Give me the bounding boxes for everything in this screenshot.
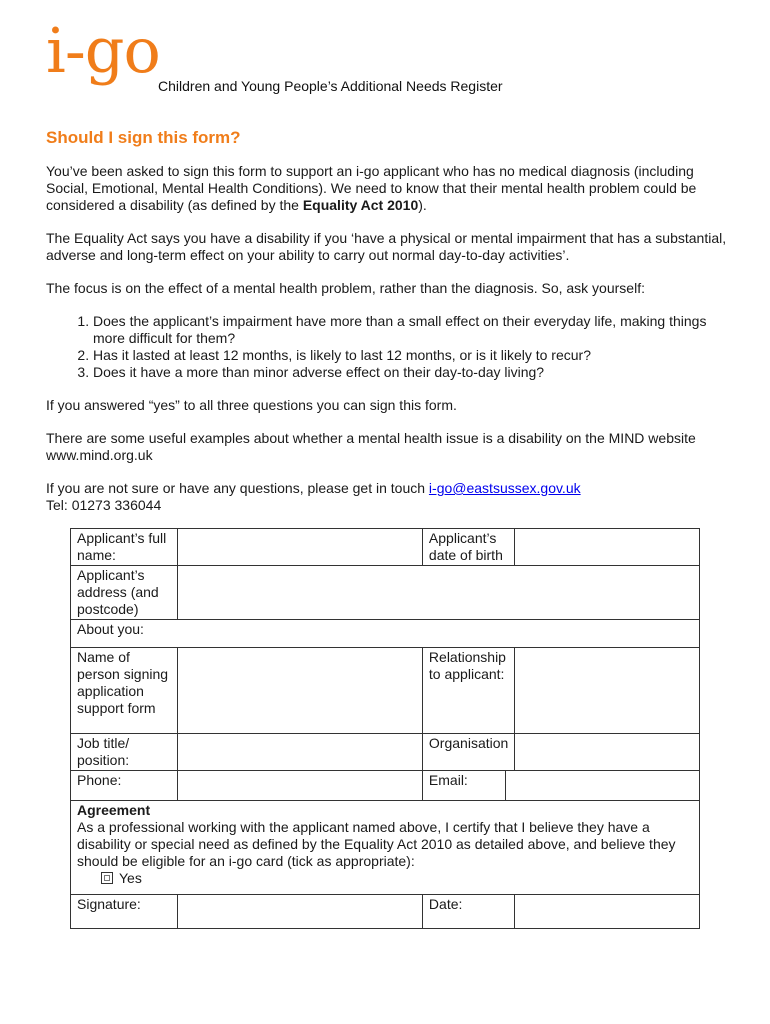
i-go-logo: i-go (46, 14, 160, 87)
contact-paragraph (46, 480, 736, 514)
about-you-label: About you: (71, 620, 700, 648)
question-item: 2. Has it lasted at least 12 months, is likely to last 12 months, or is it likely to recur? (93, 347, 736, 364)
equality-act-bold: Equality Act 2010 (302, 197, 419, 213)
agreement-text: As a professional working with the applicant named above, I certify that I believe they have a disability or special need as defined by the Equality Act 2010 as detailed above, and believe they should be eligible for an i-go card (tick as appropriate): (77, 819, 676, 869)
questions-list (46, 313, 736, 381)
dob-label: Applicant’s date of birth (422, 529, 514, 566)
job-title-label: Job title/ position: (71, 734, 178, 771)
date-label: Date: (422, 895, 514, 929)
job-title-field[interactable] (178, 734, 423, 771)
email-field[interactable] (506, 771, 700, 801)
tel-number: 01273 336044 (71, 497, 162, 513)
address-field[interactable] (178, 566, 700, 620)
organisation-field[interactable] (515, 734, 700, 771)
application-form (70, 528, 700, 929)
intro-text: You’ve been asked to sign this form to support an i-go applicant who has no medical diagnosis (including Social, Emotional, Mental Health Conditions). We need to know that their mental health problem could be considered a disability (as defined by the (46, 163, 697, 213)
phone-label: Phone: (71, 771, 178, 801)
equality-paragraph: The Equality Act says you have a disability if you ‘have a physical or mental impairment that has a substantial, adverse and long-term effect on your ability to carry out normal day-to-day activities’. (46, 230, 727, 263)
tel-line (46, 497, 736, 514)
full-name-label: Applicant’s full name: (71, 529, 178, 566)
phone-field[interactable] (178, 771, 423, 801)
signer-name-label: Name of person signing application support form (71, 648, 178, 734)
email-label: Email: (422, 771, 505, 801)
yes-option[interactable] (77, 870, 693, 887)
contact-email-link[interactable]: i-go@eastsussex.gov.uk (428, 480, 581, 496)
mind-paragraph: There are some useful examples about whether a mental health issue is a disability on the MIND website www.mind.org.uk (46, 430, 696, 463)
dob-field[interactable] (515, 529, 700, 566)
yes-checkbox[interactable] (101, 872, 113, 884)
yes-label: Yes (119, 870, 142, 886)
full-name-field[interactable] (178, 529, 423, 566)
answer-paragraph: If you answered “yes” to all three questions you can sign this form. (46, 397, 457, 413)
tel-label: Tel: (46, 497, 72, 513)
question-item: 1. Does the applicant’s impairment have more than a small effect on their everyday life, making things more difficult for them? (93, 313, 736, 347)
date-field[interactable] (515, 895, 700, 929)
question-item: 3. Does it have a more than minor adverse effect on their day-to-day living? (93, 364, 736, 381)
relationship-field[interactable] (515, 648, 700, 734)
signature-label: Signature: (71, 895, 178, 929)
agreement-heading: Agreement (77, 802, 151, 818)
agreement-section (71, 801, 700, 895)
relationship-label: Relationship to applicant: (422, 648, 514, 734)
page-heading: Should I sign this form? (46, 128, 241, 147)
organisation-label: Organisation (422, 734, 514, 771)
contact-text: If you are not sure or have any questions, please get in touch (46, 480, 429, 496)
signer-name-field[interactable] (178, 648, 423, 734)
address-label: Applicant’s address (and postcode) (71, 566, 178, 620)
intro-end: ). (418, 197, 427, 213)
intro-paragraph (46, 163, 736, 214)
guidance-content (46, 163, 736, 530)
signature-field[interactable] (178, 895, 423, 929)
register-title: Children and Young People’s Additional Needs Register (158, 78, 503, 94)
focus-paragraph: The focus is on the effect of a mental health problem, rather than the diagnosis. So, ask yourself: (46, 280, 645, 296)
